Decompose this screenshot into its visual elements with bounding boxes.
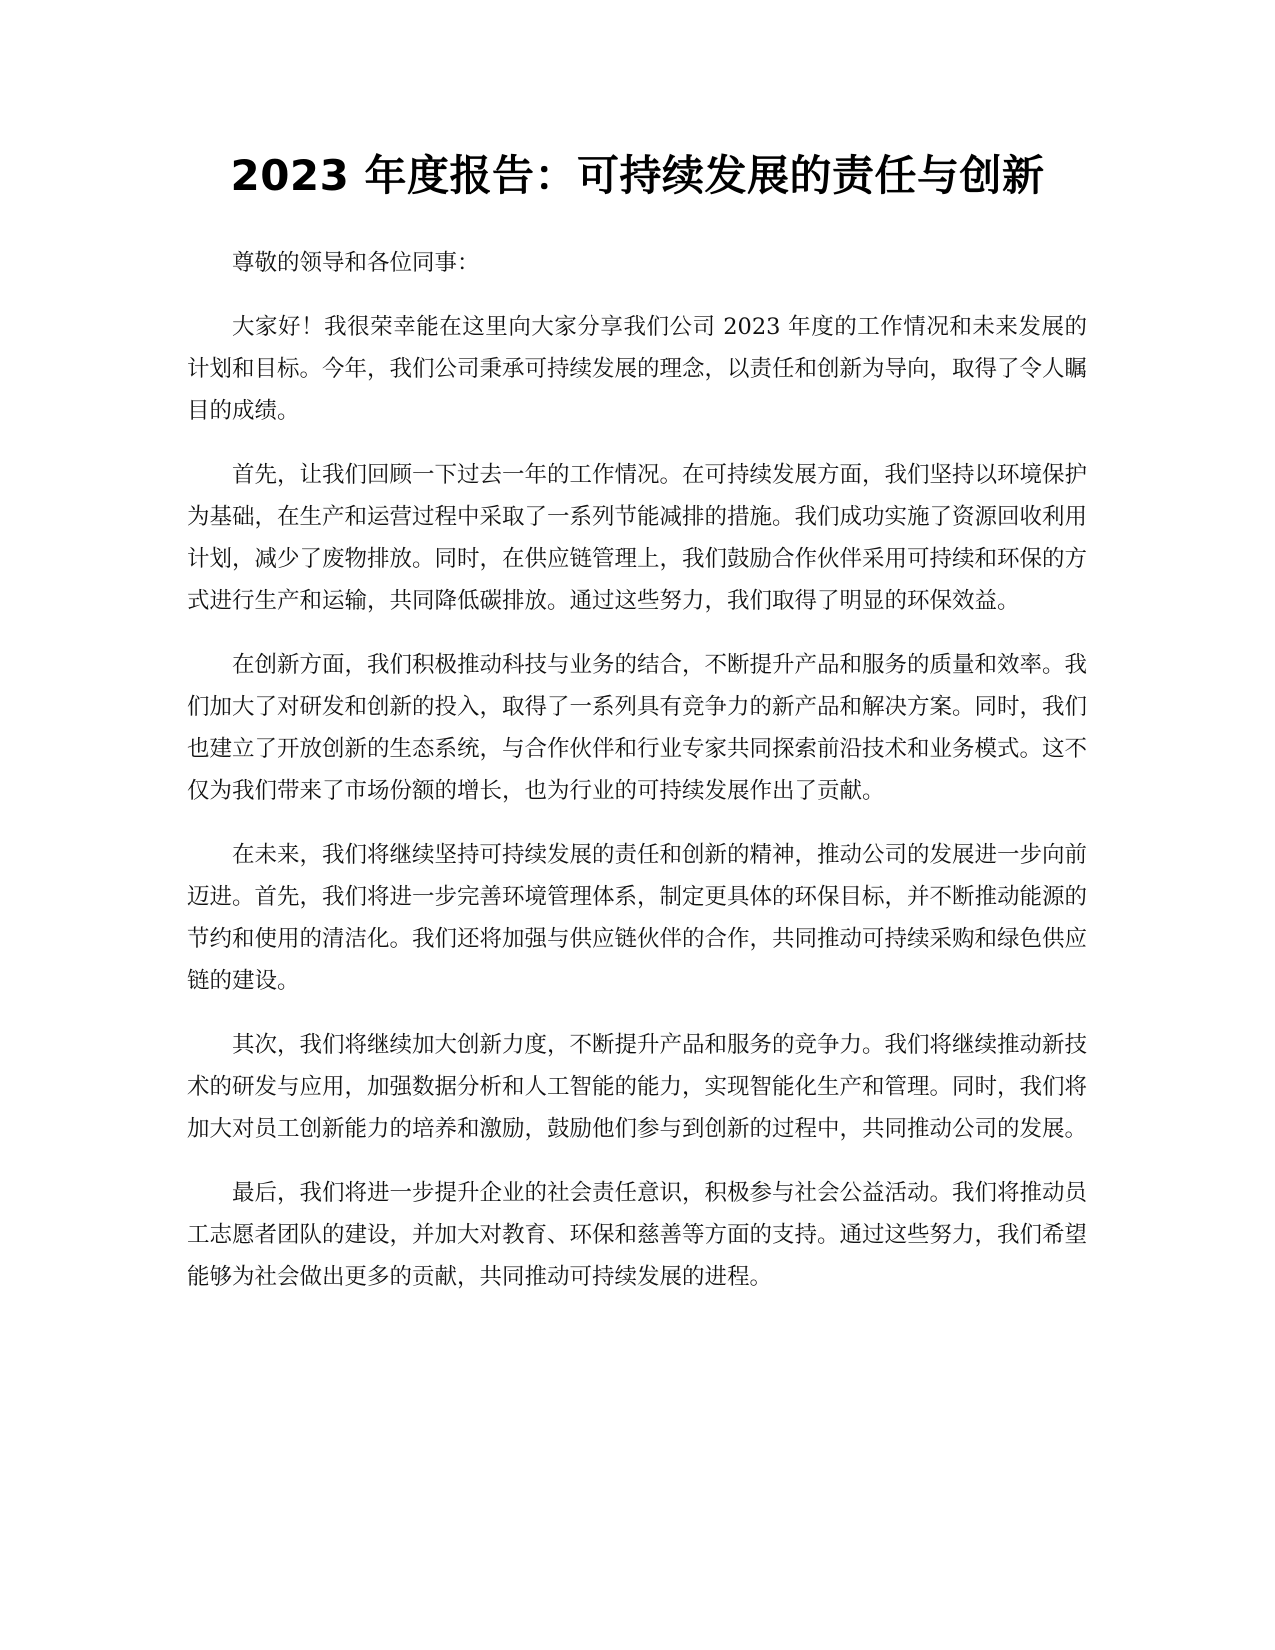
document-body xyxy=(187,242,1087,1320)
finally-paragraph: 最后，我们将进一步提升企业的社会责任意识，积极参与社会公益活动。我们将推动员工志愿者团队的建设，并加大对教育、环保和慈善等方面的支持。通过这些努力，我们希望能够为社会做出更多的贡献，共同推动可持续发展的进程。 xyxy=(187,1180,1088,1290)
innovation-paragraph: 在创新方面，我们积极推动科技与业务的结合，不断提升产品和服务的质量和效率。我们加大了对研发和创新的投入，取得了一系列具有竞争力的新产品和解决方案。同时，我们也建立了开放创新的生态系统，与合作伙伴和行业专家共同探索前沿技术和业务模式。这不仅为我们带来了市场份额的增长，也为行业的可持续发展作出了贡献。 xyxy=(187,652,1088,804)
secondly-paragraph: 其次，我们将继续加大创新力度，不断提升产品和服务的竞争力。我们将继续推动新技术的研发与应用，加强数据分析和人工智能的能力，实现智能化生产和管理。同时，我们将加大对员工创新能力的培养和激励，鼓励他们参与到创新的过程中，共同推动公司的发展。 xyxy=(187,1032,1088,1142)
review-paragraph: 首先，让我们回顾一下过去一年的工作情况。在可持续发展方面，我们坚持以环境保护为基础，在生产和运营过程中采取了一系列节能减排的措施。我们成功实施了资源回收利用计划，减少了废物排放。同时，在供应链管理上，我们鼓励合作伙伴采用可持续和环保的方式进行生产和运输，共同降低碳排放。通过这些努力，我们取得了明显的环保效益。 xyxy=(187,462,1088,614)
document-title: 2023 年度报告：可持续发展的责任与创新 xyxy=(230,151,1045,200)
future-paragraph: 在未来，我们将继续坚持可持续发展的责任和创新的精神，推动公司的发展进一步向前迈进。首先，我们将进一步完善环境管理体系，制定更具体的环保目标，并不断推动能源的节约和使用的清洁化。我们还将加强与供应链伙伴的合作，共同推动可持续采购和绿色供应链的建设。 xyxy=(187,842,1088,994)
salutation-paragraph: 尊敬的领导和各位同事： xyxy=(232,250,480,276)
greeting-paragraph: 大家好！我很荣幸能在这里向大家分享我们公司 2023 年度的工作情况和未来发展的计划和目标。今年，我们公司秉承可持续发展的理念，以责任和创新为导向，取得了令人瞩目的成绩。 xyxy=(187,314,1088,424)
